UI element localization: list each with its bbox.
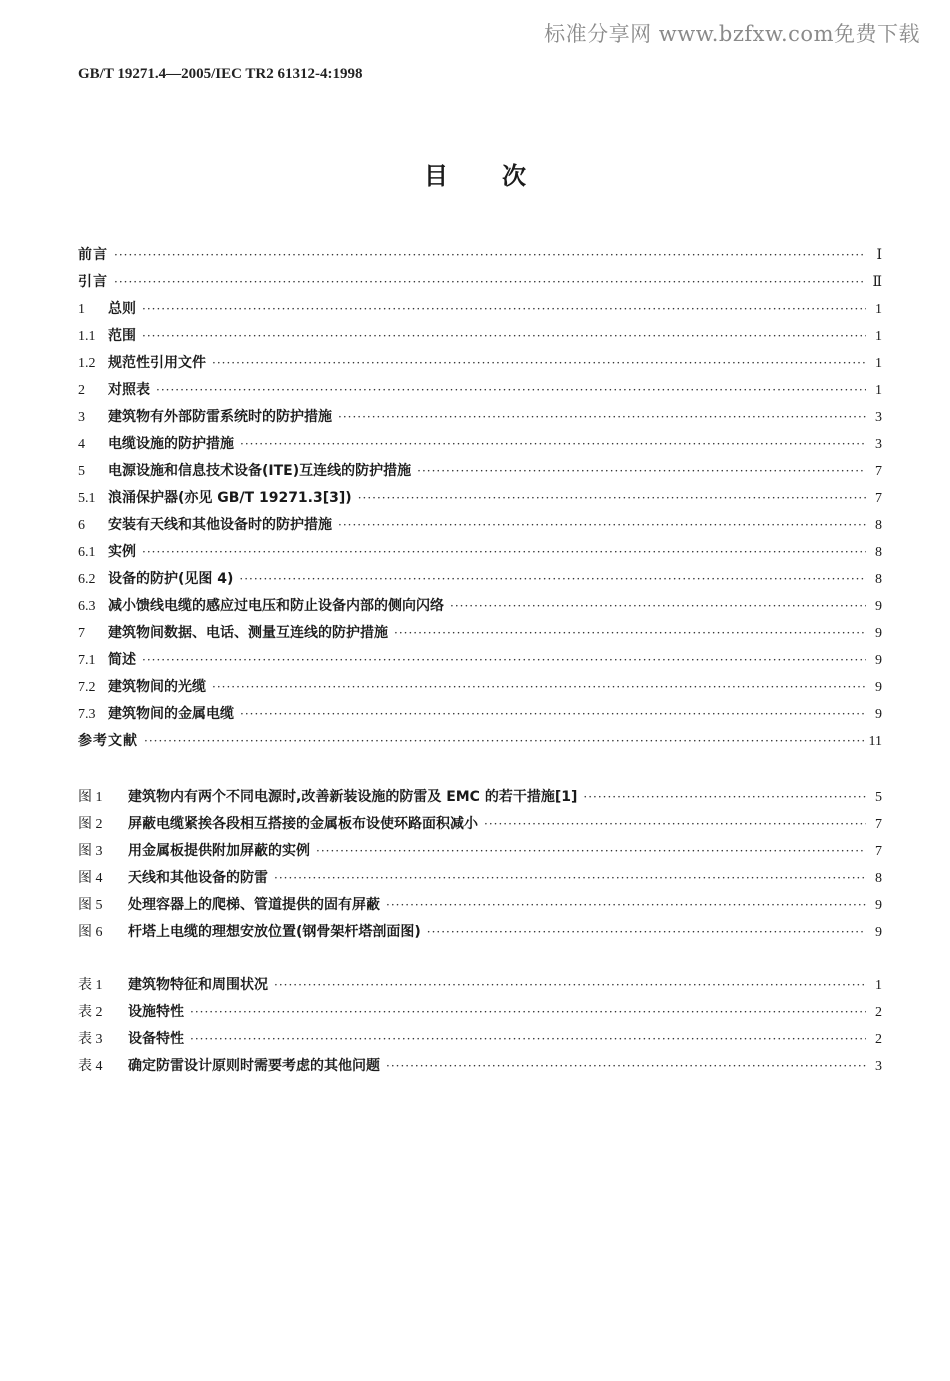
toc-entry-page: 1 bbox=[875, 356, 882, 371]
toc-entry-number: 1.2 bbox=[78, 356, 96, 371]
toc-entry-number: 7.2 bbox=[78, 680, 96, 695]
toc-entry[interactable] bbox=[78, 269, 882, 296]
leader-dots bbox=[114, 242, 866, 269]
toc-entry-title: 对照表 bbox=[108, 382, 150, 398]
table-entry-title: 建筑物特征和周围状况 bbox=[128, 977, 268, 993]
table-entry[interactable] bbox=[78, 1053, 882, 1080]
table-entry-page: 2 bbox=[875, 1032, 882, 1047]
leader-dots bbox=[190, 999, 866, 1026]
leader-dots bbox=[144, 728, 865, 755]
toc-entry[interactable] bbox=[78, 458, 882, 485]
page-title: 目次 bbox=[424, 162, 580, 190]
toc-entry-page: 7 bbox=[875, 464, 882, 479]
toc-entry-number: 6.2 bbox=[78, 572, 96, 587]
toc-entry[interactable] bbox=[78, 593, 882, 620]
leader-dots bbox=[240, 701, 866, 728]
table-entry-page: 1 bbox=[875, 978, 882, 993]
leader-dots bbox=[338, 512, 866, 539]
toc-entry-number: 1.1 bbox=[78, 329, 96, 344]
figure-entry[interactable] bbox=[78, 892, 882, 919]
figure-entry-number: 图 6 bbox=[78, 925, 103, 940]
figure-entry-number: 图 2 bbox=[78, 817, 103, 832]
leader-dots bbox=[338, 404, 866, 431]
toc-entry[interactable] bbox=[78, 377, 882, 404]
toc-entry-number: 5 bbox=[78, 464, 85, 479]
toc-entry[interactable] bbox=[78, 620, 882, 647]
leader-dots bbox=[316, 838, 866, 865]
table-entry[interactable] bbox=[78, 972, 882, 999]
leader-dots bbox=[484, 811, 866, 838]
figure-entry[interactable] bbox=[78, 811, 882, 838]
toc-entry-title: 实例 bbox=[108, 544, 136, 560]
toc-entry-number: 6 bbox=[78, 518, 85, 533]
table-entry-number: 表 4 bbox=[78, 1059, 103, 1074]
toc-entry-page: 9 bbox=[875, 599, 882, 614]
figure-entry-page: 9 bbox=[875, 925, 882, 940]
figure-entry[interactable] bbox=[78, 784, 882, 811]
toc-entry-title: 建筑物间数据、电话、测量互连线的防护措施 bbox=[108, 625, 388, 641]
toc-entry[interactable] bbox=[78, 539, 882, 566]
toc-entry[interactable] bbox=[78, 647, 882, 674]
figure-entry-number: 图 5 bbox=[78, 898, 103, 913]
leader-dots bbox=[427, 919, 866, 946]
table-entry-title: 确定防雷设计原则时需要考虑的其他问题 bbox=[128, 1058, 380, 1074]
toc-sections bbox=[78, 242, 882, 755]
leader-dots bbox=[386, 1053, 866, 1080]
leader-dots bbox=[114, 269, 866, 296]
toc-entry-title: 电源设施和信息技术设备(ITE)互连线的防护措施 bbox=[108, 463, 412, 479]
toc-entry-page: 8 bbox=[875, 572, 882, 587]
leader-dots bbox=[394, 620, 866, 647]
figure-entry-page: 8 bbox=[875, 871, 882, 886]
toc-entry-page: 9 bbox=[875, 653, 882, 668]
figure-entry-title: 用金属板提供附加屏蔽的实例 bbox=[128, 843, 310, 859]
toc-entry-page: 8 bbox=[875, 518, 882, 533]
toc-entry-title: 前言 bbox=[78, 247, 108, 263]
leader-dots bbox=[142, 323, 866, 350]
figure-entry-number: 图 3 bbox=[78, 844, 103, 859]
leader-dots bbox=[156, 377, 866, 404]
leader-dots bbox=[274, 972, 866, 999]
toc-tables bbox=[78, 972, 882, 1080]
toc-entry-title: 参考文献 bbox=[78, 733, 138, 749]
toc-entry-title: 减小馈线电缆的感应过电压和防止设备内部的侧向闪络 bbox=[108, 598, 444, 614]
table-entry[interactable] bbox=[78, 999, 882, 1026]
leader-dots bbox=[142, 647, 866, 674]
toc-entry-title: 引言 bbox=[78, 274, 108, 290]
toc-entry-page: 8 bbox=[875, 545, 882, 560]
toc-entry-title: 总则 bbox=[108, 301, 136, 317]
toc-entry-page: Ⅰ bbox=[876, 248, 882, 263]
toc-entry-page: 9 bbox=[875, 707, 882, 722]
toc-entry-number: 7 bbox=[78, 626, 85, 641]
toc-entry-page: 3 bbox=[875, 437, 882, 452]
figure-entry-number: 图 1 bbox=[78, 790, 103, 805]
toc-entry-page: 9 bbox=[875, 626, 882, 641]
leader-dots bbox=[274, 865, 866, 892]
table-entry-page: 3 bbox=[875, 1059, 882, 1074]
toc-entry-page: 11 bbox=[868, 734, 882, 749]
toc-entry-title: 规范性引用文件 bbox=[108, 355, 206, 371]
leader-dots bbox=[190, 1026, 866, 1053]
figure-entry-number: 图 4 bbox=[78, 871, 103, 886]
toc-entry[interactable] bbox=[78, 674, 882, 701]
toc-entry-title: 安装有天线和其他设备时的防护措施 bbox=[108, 517, 332, 533]
figure-entry-title: 屏蔽电缆紧挨各段相互搭接的金属板布设使环路面积减小 bbox=[128, 816, 478, 832]
figure-entry-page: 7 bbox=[875, 844, 882, 859]
watermark: 标准分享网 www.bzfxw.com免费下载 bbox=[544, 22, 920, 46]
toc-entry[interactable] bbox=[78, 242, 882, 269]
toc-entry-number: 6.1 bbox=[78, 545, 96, 560]
leader-dots bbox=[142, 296, 866, 323]
toc-entry[interactable] bbox=[78, 728, 882, 755]
toc-entry-page: 3 bbox=[875, 410, 882, 425]
toc-entry[interactable] bbox=[78, 566, 882, 593]
leader-dots bbox=[450, 593, 866, 620]
figure-entry[interactable] bbox=[78, 919, 882, 946]
toc-entry-title: 设备的防护(见图 4) bbox=[108, 571, 234, 587]
toc-entry-title: 简述 bbox=[108, 652, 136, 668]
toc-entry-title: 建筑物间的金属电缆 bbox=[108, 706, 234, 722]
toc-entry-number: 7.1 bbox=[78, 653, 96, 668]
toc-entry-number: 5.1 bbox=[78, 491, 96, 506]
toc-entry[interactable] bbox=[78, 404, 882, 431]
toc-entry-page: 1 bbox=[875, 302, 882, 317]
toc-entry-number: 7.3 bbox=[78, 707, 96, 722]
toc-entry[interactable] bbox=[78, 701, 882, 728]
leader-dots bbox=[386, 892, 866, 919]
toc-entry-title: 范围 bbox=[108, 328, 136, 344]
figure-entry-page: 7 bbox=[875, 817, 882, 832]
toc-entry-number: 3 bbox=[78, 410, 85, 425]
toc-entry-title: 建筑物有外部防雷系统时的防护措施 bbox=[108, 409, 332, 425]
leader-dots bbox=[212, 350, 866, 377]
table-entry-title: 设施特性 bbox=[128, 1004, 184, 1020]
toc-entry-page: 1 bbox=[875, 329, 882, 344]
toc-entry-title: 浪涌保护器(亦见 GB/T 19271.3[3]) bbox=[108, 490, 352, 506]
toc-entry-title: 电缆设施的防护措施 bbox=[108, 436, 234, 452]
toc-entry-number: 4 bbox=[78, 437, 85, 452]
leader-dots bbox=[583, 784, 866, 811]
leader-dots bbox=[212, 674, 866, 701]
toc-entry[interactable] bbox=[78, 512, 882, 539]
toc-entry-number: 2 bbox=[78, 383, 85, 398]
toc-entry-page: 1 bbox=[875, 383, 882, 398]
figure-entry-title: 处理容器上的爬梯、管道提供的固有屏蔽 bbox=[128, 897, 380, 913]
table-entry-number: 表 2 bbox=[78, 1005, 103, 1020]
toc-entry[interactable] bbox=[78, 323, 882, 350]
table-entry-page: 2 bbox=[875, 1005, 882, 1020]
toc-entry-number: 1 bbox=[78, 302, 85, 317]
leader-dots bbox=[240, 431, 866, 458]
figure-entry[interactable] bbox=[78, 838, 882, 865]
toc-figures bbox=[78, 784, 882, 946]
toc-entry-page: 9 bbox=[875, 680, 882, 695]
standard-code: GB/T 19271.4—2005/IEC TR2 61312-4:1998 bbox=[78, 66, 363, 82]
figure-entry-page: 5 bbox=[875, 790, 882, 805]
leader-dots bbox=[417, 458, 866, 485]
figure-entry-title: 杆塔上电缆的理想安放位置(钢骨架杆塔剖面图) bbox=[128, 924, 421, 940]
leader-dots bbox=[239, 566, 866, 593]
figure-entry[interactable] bbox=[78, 865, 882, 892]
figure-entry-title: 建筑物内有两个不同电源时,改善新装设施的防雷及 EMC 的若干措施[1] bbox=[128, 789, 578, 805]
table-entry-number: 表 1 bbox=[78, 978, 103, 993]
toc-entry-title: 建筑物间的光缆 bbox=[108, 679, 206, 695]
toc-entry-page: 7 bbox=[875, 491, 882, 506]
toc-entry-number: 6.3 bbox=[78, 599, 96, 614]
toc-entry[interactable] bbox=[78, 350, 882, 377]
toc-entry[interactable] bbox=[78, 296, 882, 323]
leader-dots bbox=[358, 485, 866, 512]
figure-entry-title: 天线和其他设备的防雷 bbox=[128, 870, 268, 886]
leader-dots bbox=[142, 539, 866, 566]
table-entry-number: 表 3 bbox=[78, 1032, 103, 1047]
toc-entry-page: Ⅱ bbox=[872, 275, 882, 290]
table-entry-title: 设备特性 bbox=[128, 1031, 184, 1047]
table-entry[interactable] bbox=[78, 1026, 882, 1053]
toc-entry[interactable] bbox=[78, 485, 882, 512]
toc-entry[interactable] bbox=[78, 431, 882, 458]
figure-entry-page: 9 bbox=[875, 898, 882, 913]
